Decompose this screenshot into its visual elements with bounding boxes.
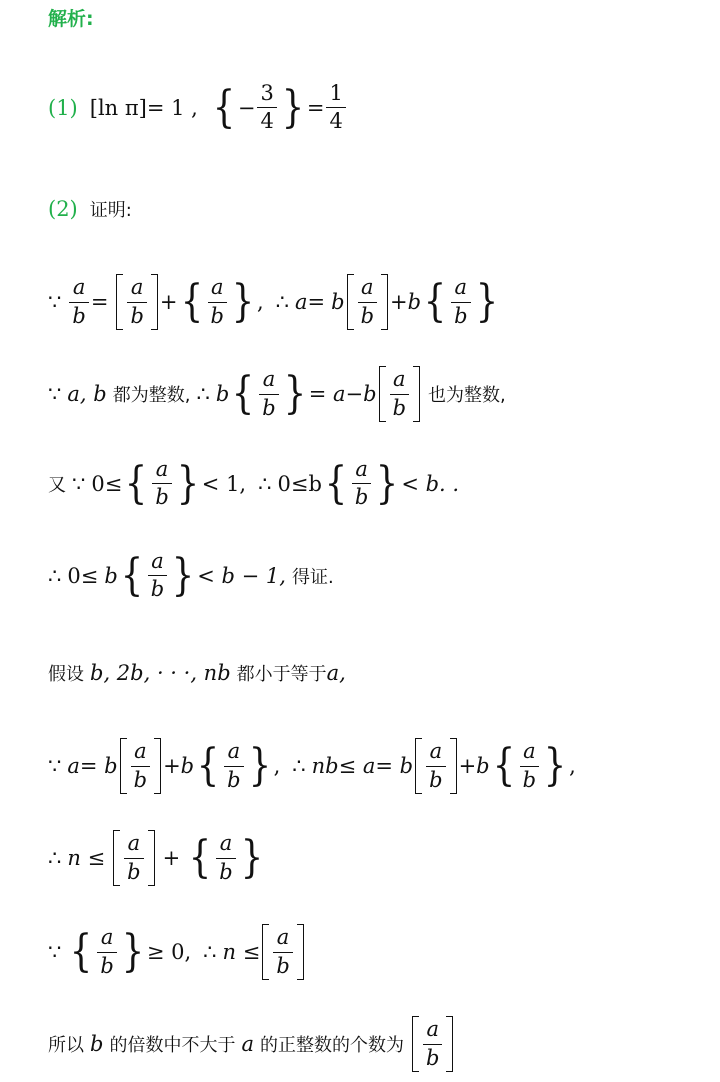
equation-line-3: ∵ $\frac{a}{b}$ = $\frac{a}{b}$ + { $\frac{a}{b}$ } , ∴ a= b $\frac{a}{b}$ +b { $\frac{a}{b}$ } — [48, 274, 501, 330]
equation-line-5: 又 ∵ 0≤ { $\frac{a}{b}$ } < 1, ∴ 0≤b { $\frac{a}{b}$ } < b. . — [48, 457, 460, 510]
equation-line-9: ∴ n ≤ $\frac{a}{b}$ + { $\frac{a}{b}$ } — [48, 830, 266, 886]
equation-line-8: ∵ a= b $\frac{a}{b}$ +b { $\frac{a}{b}$ } , ∴ nb≤ a= b $\frac{a}{b}$ +b { $\frac{a}{b}$ } , — [48, 738, 576, 794]
part2-label: (2) — [48, 197, 78, 221]
equation-line-4: ∵ a, b 都为整数, ∴ b { $\frac{a}{b}$ } = a−b $\frac{a}{b}$ 也为整数, — [48, 366, 506, 422]
left-brace: { — [212, 81, 236, 133]
part1-line: (1) [ln π]= 1 , { − $\frac{3}{4}$ } = $\frac{1}{4}$ — [48, 82, 348, 133]
analysis-heading: 解析: — [48, 8, 94, 30]
conclusion-line: 所以 b 的倍数中不大于 a 的正整数的个数为 $\frac{a}{b}$ — [48, 1016, 455, 1072]
fraction-a-b: $\frac{a}{b}$ — [69, 276, 88, 327]
part2-line — [48, 196, 132, 222]
fraction-1-4: $\frac{1}{4}$ — [326, 82, 345, 133]
floor-ln-pi: [ln π]= 1 , — [89, 95, 198, 120]
proof-label: 证明: — [89, 200, 132, 221]
equation-line-10: ∵ { $\frac{a}{b}$ } ≥ 0, ∴ n ≤ $\frac{a}{b}$ — [48, 924, 306, 980]
floor-a-b: $\frac{a}{b}$ — [114, 274, 159, 330]
frac-part-a-b: $\frac{a}{b}$ — [208, 276, 227, 327]
right-brace: } — [281, 81, 305, 133]
fraction-3-4: $\frac{3}{4}$ — [257, 82, 276, 133]
assumption-line: 假设 b, 2b, · · ·, nb 都小于等于 a, — [48, 661, 346, 685]
minus-sign: − — [237, 95, 256, 120]
part1-label: (1) — [48, 95, 78, 120]
equation-line-6: ∴ 0≤ b { $\frac{a}{b}$ } < b − 1, 得证. — [48, 549, 334, 602]
